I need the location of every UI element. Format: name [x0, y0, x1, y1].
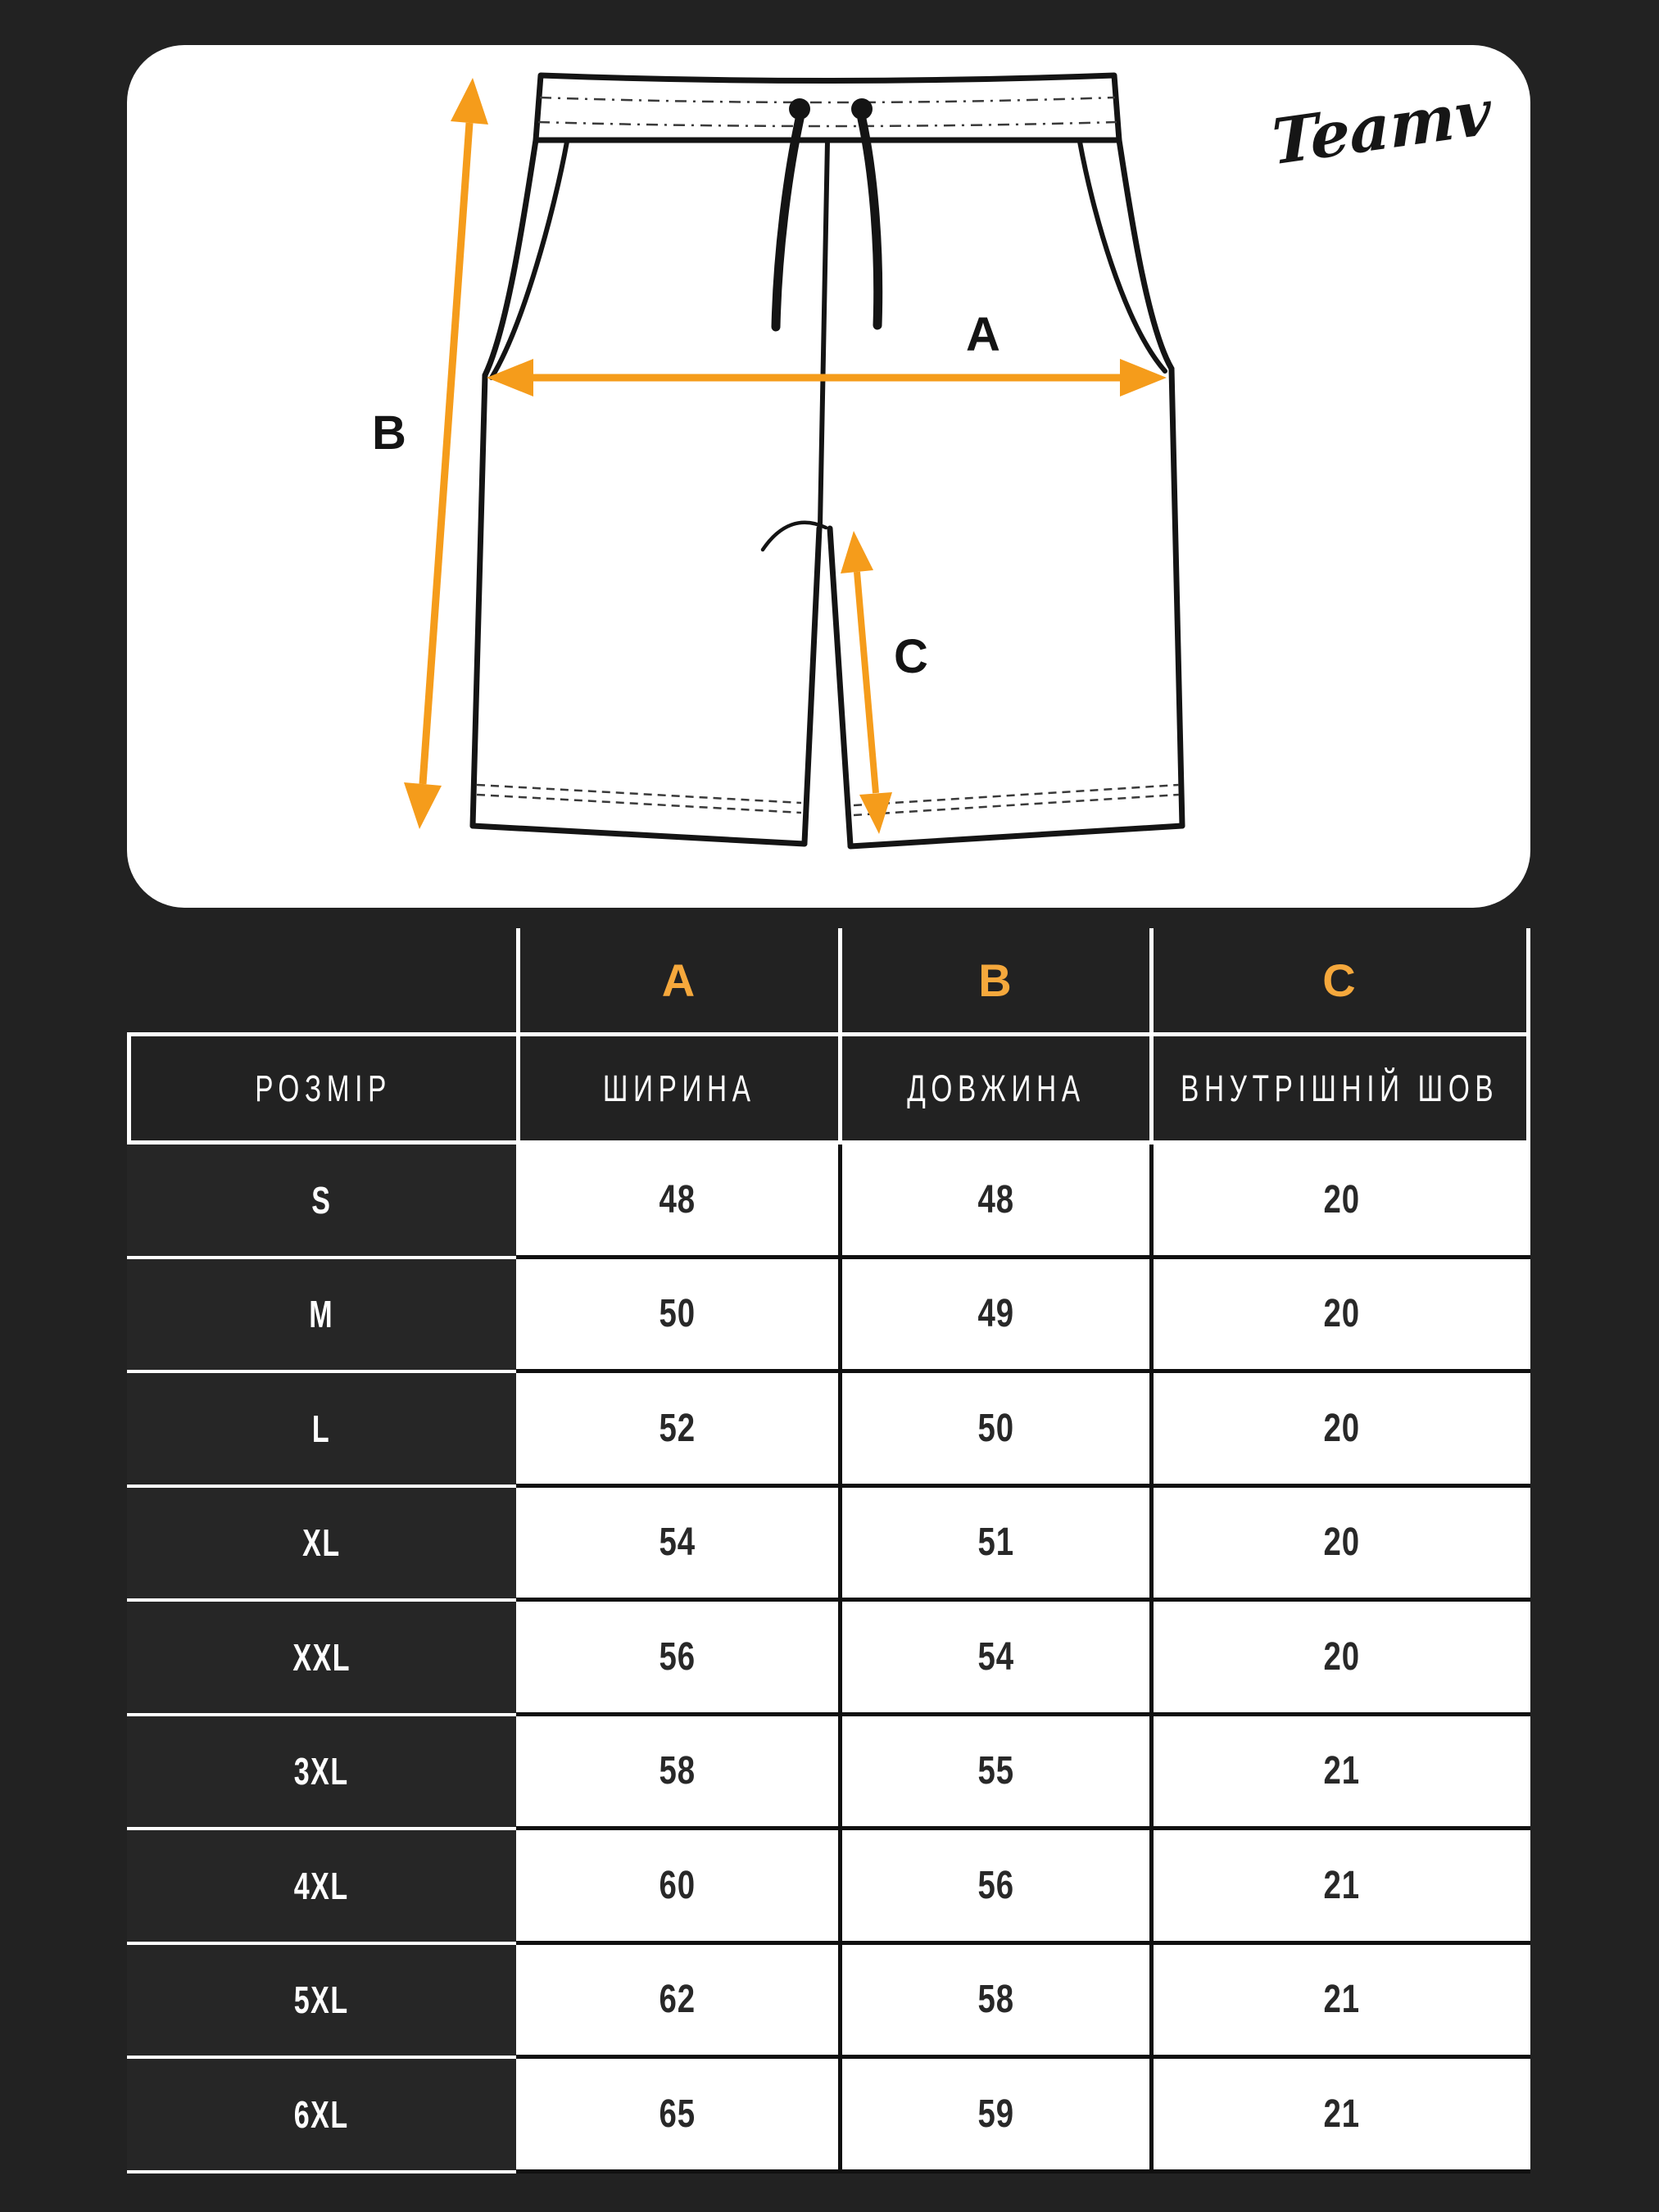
value-cell: [838, 1259, 1149, 1374]
diagram-card: [127, 45, 1530, 908]
value-cell-text: 50: [659, 1292, 696, 1336]
value-cell: [1149, 1488, 1530, 1602]
value-cell: [1149, 1602, 1530, 1716]
value-cell-text: 20: [1323, 1521, 1361, 1565]
value-cell-text: 60: [659, 1863, 696, 1907]
value-cell: [838, 1945, 1149, 2060]
value-cell-text: 54: [977, 1634, 1014, 1679]
size-cell: [127, 1945, 516, 2060]
value-cell: [516, 1830, 838, 1945]
measure-letter-row: [127, 928, 1530, 1036]
value-cell-text: 48: [977, 1177, 1014, 1222]
shorts-body: [473, 140, 1182, 846]
size-cell-text: M: [309, 1293, 334, 1336]
size-cell-text: XL: [302, 1521, 341, 1565]
value-cell: [516, 1716, 838, 1831]
size-cell-text: XXL: [292, 1635, 351, 1679]
value-cell-text: 56: [977, 1863, 1014, 1907]
value-cell: [838, 1830, 1149, 1945]
size-cell: [127, 1716, 516, 1831]
value-cell-text: 21: [1323, 1863, 1361, 1907]
value-cell: [516, 1602, 838, 1716]
table-row: [127, 1945, 1530, 2060]
value-cell-text: 65: [659, 2092, 696, 2136]
value-cell-text: 48: [659, 1177, 696, 1222]
column-header-size-label: РОЗМІР: [255, 1067, 392, 1109]
diagram-label-a: A: [966, 308, 1000, 361]
measure-letter-cell-a: [516, 928, 838, 1032]
size-cell: [127, 1145, 516, 1259]
value-cell: [516, 1373, 838, 1488]
size-table-body: [127, 1145, 1530, 2173]
table-row: [127, 1259, 1530, 1374]
value-cell: [1149, 2059, 1530, 2173]
size-cell: [127, 2059, 516, 2173]
value-cell: [838, 2059, 1149, 2173]
column-header-size: [127, 1036, 516, 1140]
value-cell-text: 58: [659, 1749, 696, 1793]
value-cell-text: 55: [977, 1749, 1014, 1793]
column-header-inseam: [1149, 1036, 1530, 1140]
table-row: [127, 2059, 1530, 2173]
brand-logo: Teamv: [1270, 74, 1493, 179]
table-row: [127, 1716, 1530, 1831]
column-header-length: [838, 1036, 1149, 1140]
value-cell: [1149, 1830, 1530, 1945]
value-cell-text: 54: [659, 1521, 696, 1565]
diagram-label-c: C: [894, 630, 928, 683]
size-cell-text: 5XL: [294, 1979, 349, 2022]
size-cell: [127, 1488, 516, 1602]
value-cell: [516, 1945, 838, 2060]
size-cell-text: 4XL: [294, 1864, 349, 1907]
value-cell-text: 20: [1323, 1292, 1361, 1336]
value-cell-text: 62: [659, 1978, 696, 2022]
size-cell-text: 6XL: [294, 2092, 349, 2136]
measure-letter-cell-c: [1149, 928, 1530, 1032]
size-cell: [127, 1373, 516, 1488]
diagram-label-b: B: [372, 406, 406, 460]
value-cell: [838, 1488, 1149, 1602]
value-cell: [1149, 1373, 1530, 1488]
value-cell: [838, 1145, 1149, 1259]
value-cell-text: 20: [1323, 1177, 1361, 1222]
value-cell: [1149, 1945, 1530, 2060]
table-row: [127, 1373, 1530, 1488]
shorts-waistband: [536, 75, 1119, 140]
value-cell: [516, 1145, 838, 1259]
value-cell-text: 50: [977, 1406, 1014, 1450]
size-cell-text: L: [312, 1407, 331, 1450]
value-cell: [1149, 1716, 1530, 1831]
value-cell: [838, 1716, 1149, 1831]
value-cell-text: 21: [1323, 1749, 1361, 1793]
value-cell: [838, 1373, 1149, 1488]
table-row: [127, 1145, 1530, 1259]
column-header-length-label: ДОВЖИНА: [906, 1067, 1086, 1109]
table-row: [127, 1488, 1530, 1602]
hem-stitching: [477, 785, 1179, 815]
size-cell: [127, 1259, 516, 1374]
value-cell-text: 56: [659, 1634, 696, 1679]
shorts-diagram: [127, 45, 1530, 908]
measure-letter-cell-b: [838, 928, 1149, 1032]
value-cell-text: 20: [1323, 1406, 1361, 1450]
value-cell-text: 58: [977, 1978, 1014, 2022]
size-cell-text: S: [311, 1178, 332, 1222]
column-header-row: [127, 1036, 1530, 1145]
size-cell-text: 3XL: [294, 1750, 349, 1793]
size-cell: [127, 1602, 516, 1716]
value-cell-text: 21: [1323, 1978, 1361, 2022]
value-cell-text: 21: [1323, 2092, 1361, 2136]
size-cell: [127, 1830, 516, 1945]
value-cell: [1149, 1259, 1530, 1374]
value-cell-text: 59: [977, 2092, 1014, 2136]
measure-letter-b: B: [978, 954, 1013, 1006]
value-cell-text: 20: [1323, 1634, 1361, 1679]
measure-letter-empty-cell: [127, 928, 516, 1032]
value-cell: [1149, 1145, 1530, 1259]
value-cell: [516, 1488, 838, 1602]
column-header-inseam-label: ВНУТРІШНІЙ ШОВ: [1181, 1067, 1499, 1109]
measure-arrow-a: [487, 359, 1167, 397]
table-row: [127, 1602, 1530, 1716]
value-cell: [838, 1602, 1149, 1716]
value-cell-text: 49: [977, 1292, 1014, 1336]
column-header-width: [516, 1036, 838, 1140]
column-header-width-label: ШИРИНА: [602, 1067, 756, 1109]
value-cell-text: 51: [977, 1521, 1014, 1565]
measure-letter-a: A: [661, 954, 697, 1006]
table-row: [127, 1830, 1530, 1945]
value-cell: [516, 2059, 838, 2173]
size-table: [127, 928, 1530, 2173]
value-cell-text: 52: [659, 1406, 696, 1450]
measure-letter-c: C: [1322, 954, 1358, 1006]
value-cell: [516, 1259, 838, 1374]
